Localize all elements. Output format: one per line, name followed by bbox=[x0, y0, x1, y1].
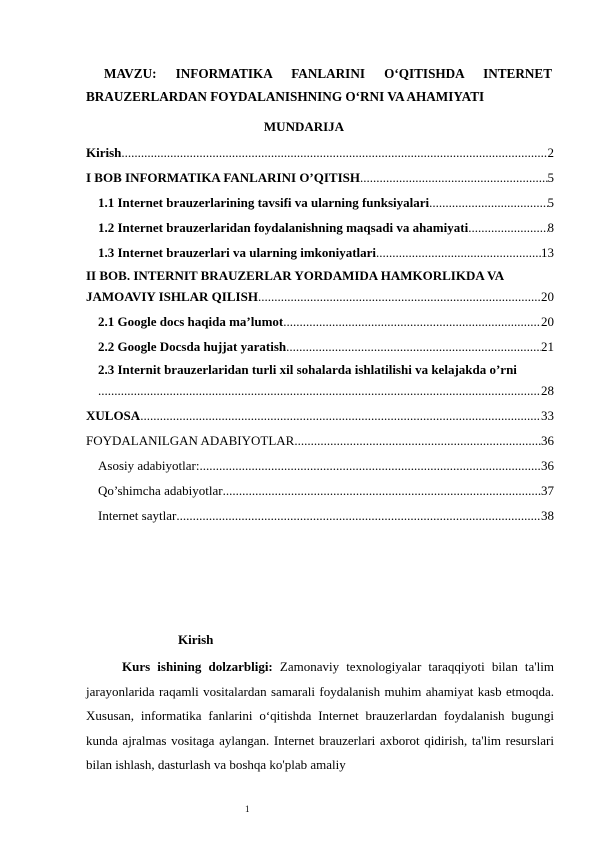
toc-entry-2-3[interactable] bbox=[86, 378, 554, 399]
toc-entry-text: 2.1 Google docs haqida ma’lumot bbox=[98, 314, 284, 329]
toc-page-number: 13 bbox=[541, 245, 554, 260]
paragraph-text: Zamonaviy texnologiyalar taraqqiyoti bilan ta'lim jarayonlarida raqamli vositalardan samarali foydalanish muhim ahamiyat kasb etmoqda. Xususan, informatika fanlarini o‘qitishda Internet brauzerlardan foydalanish bugungi kunda ajralmas vositaga aylangan. Internet brauzerlari axborot qidirish, ta'lim resurslari bilan ishlash, dasturlash va boshqa ko'plab amaliy bbox=[86, 659, 554, 772]
toc-entry-text: 2.3 Internit brauzerlaridan turli xil sohalarda ishlatilishi va kelajakda o’rni bbox=[98, 362, 517, 377]
toc-entry-text: 2.2 Google Docsda hujjat yaratish bbox=[98, 339, 287, 354]
toc-title: MUNDARIJA bbox=[263, 119, 345, 134]
toc-entry-text: FOYDALANILGAN ADABIYOTLAR bbox=[86, 433, 295, 448]
toc-entry-chapter-2[interactable] bbox=[86, 284, 554, 305]
toc-entry-text: 1.3 Internet brauzerlari va ularning imkoniyatlari bbox=[98, 245, 377, 260]
toc-entry-2-2[interactable] bbox=[86, 334, 554, 355]
toc-entry-text: Internet saytlar bbox=[98, 508, 177, 523]
toc-page-number: 28 bbox=[541, 383, 554, 398]
toc-entry-text: Asosiy adabiyotlar: bbox=[98, 458, 200, 473]
toc-entry-text: 1.2 Internet brauzerlaridan foydalanishning maqsadi va ahamiyati bbox=[98, 220, 469, 235]
toc-entry-references[interactable] bbox=[86, 428, 554, 449]
toc-entry-kirish[interactable] bbox=[86, 140, 554, 161]
toc-leader-dots bbox=[283, 314, 541, 330]
toc-leader-dots bbox=[360, 170, 548, 186]
page-number: 1 bbox=[245, 804, 250, 814]
toc-leader-dots bbox=[98, 383, 541, 399]
toc-leader-dots bbox=[429, 195, 547, 211]
toc-entry-text: II BOB. INTERNIT BRAUZERLAR YORDAMIDA HAMKORLIKDA VA bbox=[86, 268, 505, 283]
toc-entry-1-3[interactable] bbox=[86, 240, 554, 261]
toc-page-number: 38 bbox=[541, 508, 554, 523]
topic-line-1: MAVZU: INFORMATIKA FANLARINI O‘QITISHDA INTERNET bbox=[104, 66, 552, 81]
toc-entry-text: XULOSA bbox=[86, 408, 141, 423]
toc-entry-text: Kirish bbox=[86, 145, 122, 160]
toc-entry-1-2[interactable] bbox=[86, 215, 554, 236]
toc-entry-websites[interactable] bbox=[86, 503, 554, 524]
paragraph-lead: Kurs ishining dolzarbligi: bbox=[122, 659, 273, 674]
toc-leader-dots bbox=[258, 289, 541, 305]
toc-leader-dots bbox=[294, 433, 541, 449]
toc-leader-dots bbox=[140, 408, 541, 424]
body-paragraph bbox=[86, 655, 554, 778]
toc-page-number: 5 bbox=[547, 195, 554, 210]
toc-entry-2-3-line-1[interactable] bbox=[86, 359, 554, 378]
toc-entry-text: JAMOAVIY ISHLAR QILISH bbox=[86, 289, 258, 304]
toc-entry-additional-references[interactable] bbox=[86, 478, 554, 499]
toc-page-number: 20 bbox=[541, 314, 554, 329]
toc-entry-text: I BOB INFORMATIKA FANLARINI O’QITISH bbox=[86, 170, 360, 185]
toc-leader-dots bbox=[121, 145, 547, 161]
topic-line-2: BRAUZERLARDAN FOYDALANISHNING O‘RNI VA AHAMIYATI bbox=[86, 89, 485, 104]
toc-leader-dots bbox=[468, 220, 547, 236]
toc-entry-1-1[interactable] bbox=[86, 190, 554, 211]
toc-entry-chapter-2-line-1[interactable] bbox=[86, 265, 554, 284]
section-heading: Kirish bbox=[178, 632, 214, 647]
toc-leader-dots bbox=[223, 483, 541, 499]
toc-page-number: 36 bbox=[541, 433, 554, 448]
toc-entry-text: 1.1 Internet brauzerlarining tavsifi va ularning funksiyalari bbox=[98, 195, 430, 210]
toc-entry-xulosa[interactable] bbox=[86, 403, 554, 424]
toc-page-number: 8 bbox=[547, 220, 554, 235]
document-topic bbox=[86, 62, 552, 108]
toc-page-number: 20 bbox=[541, 289, 554, 304]
toc-page-number: 21 bbox=[541, 339, 554, 354]
toc-entry-main-references[interactable] bbox=[86, 453, 554, 474]
table-of-contents bbox=[86, 140, 554, 528]
toc-page-number: 37 bbox=[541, 483, 554, 498]
toc-page-number: 36 bbox=[541, 458, 554, 473]
toc-page-number: 33 bbox=[541, 408, 554, 423]
toc-leader-dots bbox=[176, 508, 541, 524]
toc-leader-dots bbox=[199, 458, 541, 474]
toc-leader-dots bbox=[286, 339, 541, 355]
toc-entry-2-1[interactable] bbox=[86, 309, 554, 330]
toc-entry-chapter-1[interactable] bbox=[86, 165, 554, 186]
toc-page-number: 2 bbox=[547, 145, 554, 160]
toc-entry-text: Qo’shimcha adabiyotlar bbox=[98, 483, 223, 498]
toc-leader-dots bbox=[376, 245, 541, 261]
toc-page-number: 5 bbox=[547, 170, 554, 185]
